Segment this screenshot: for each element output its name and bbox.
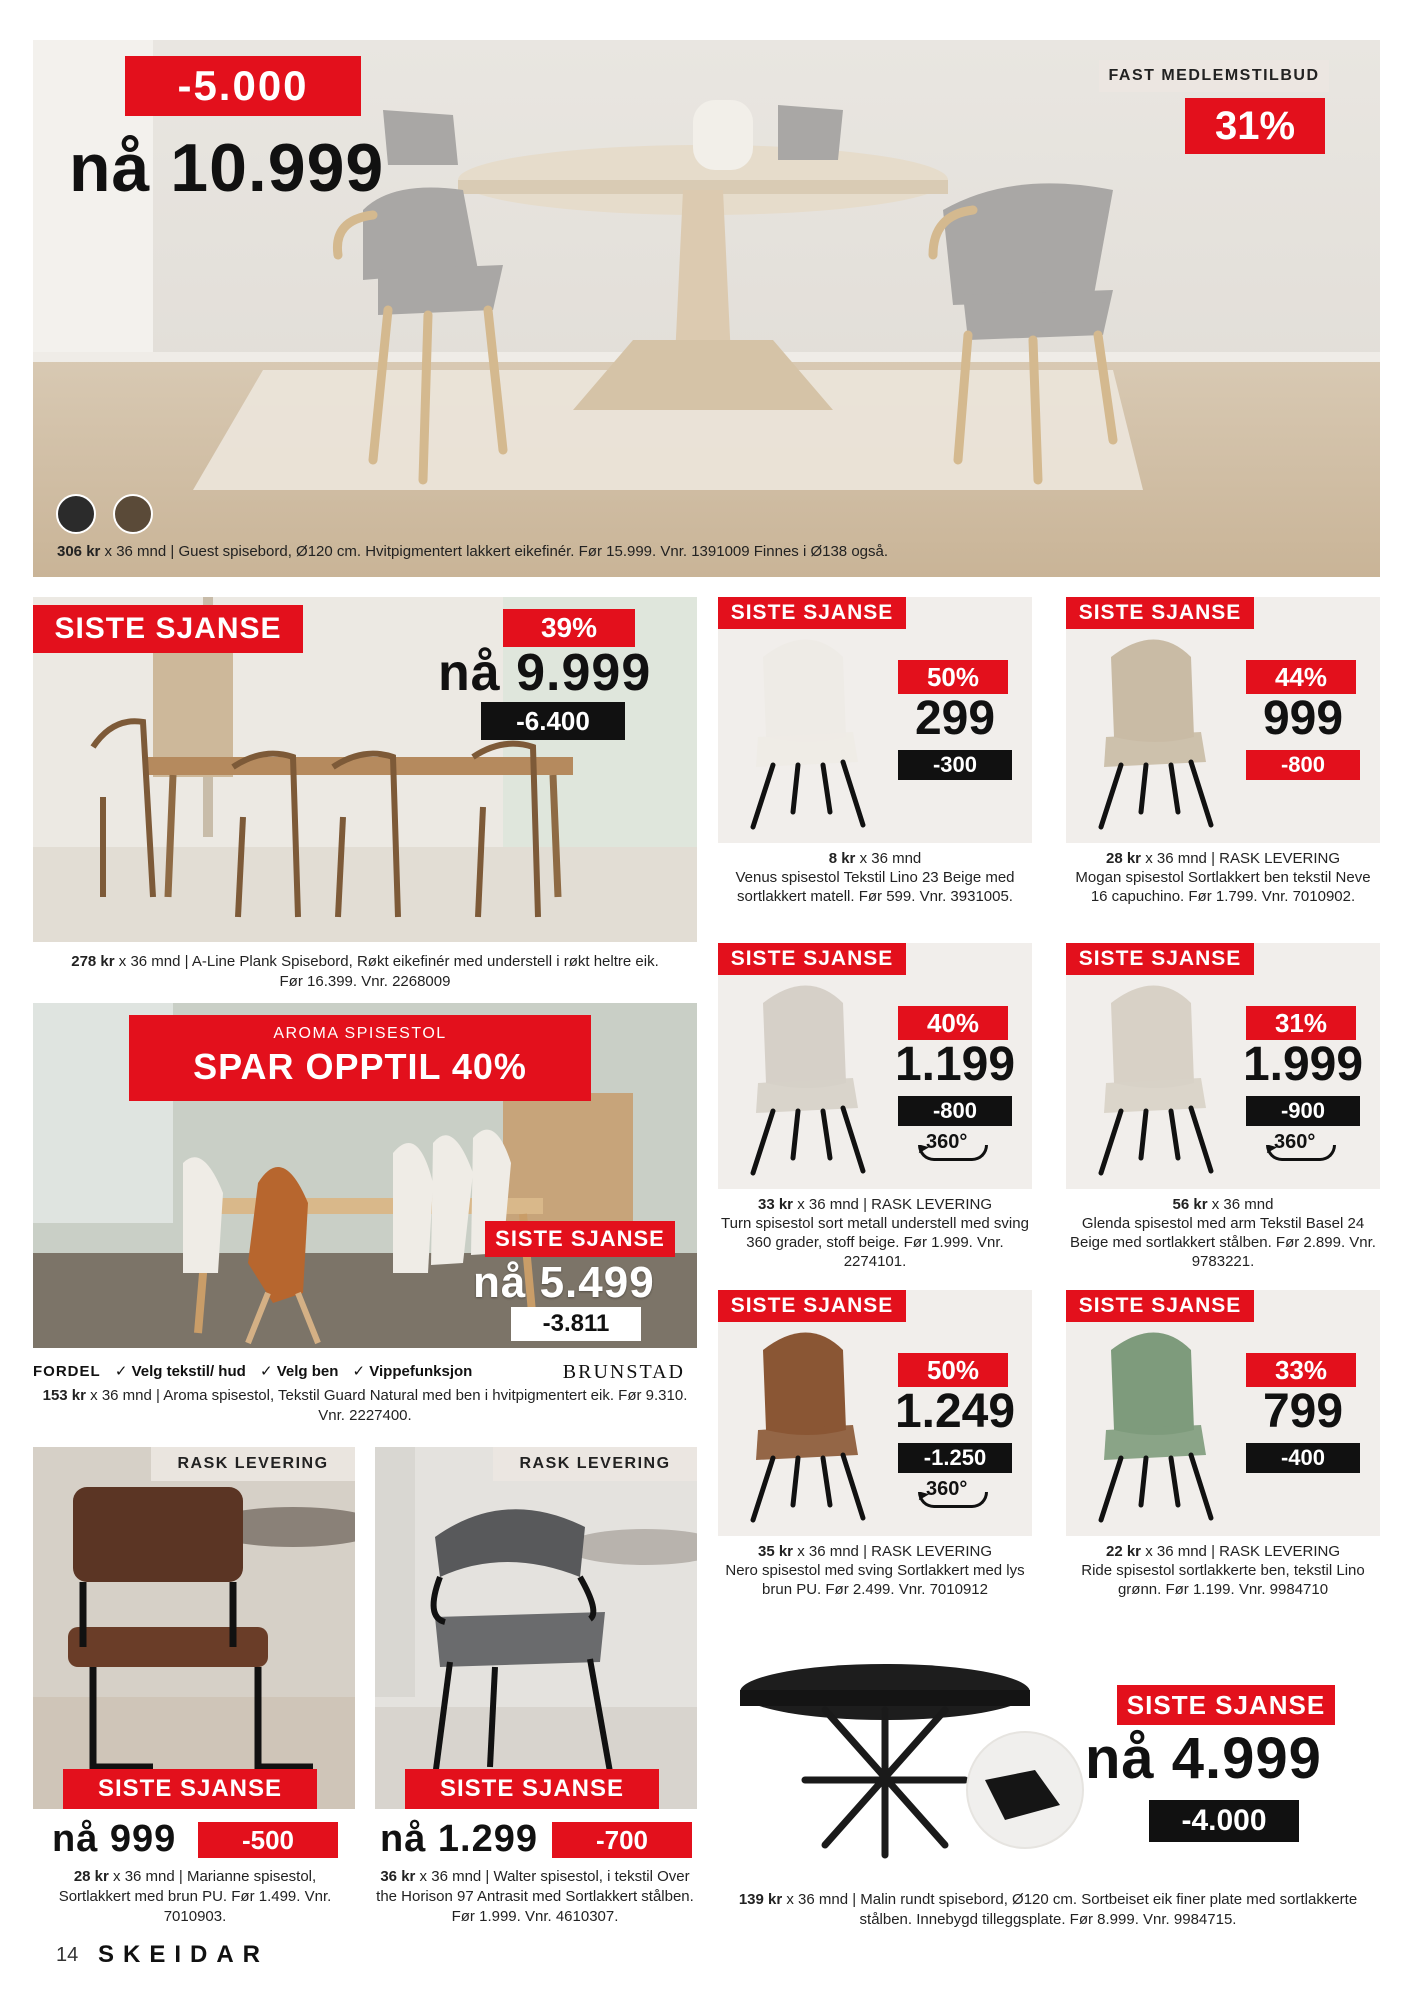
chair-discount: -1.250 (898, 1443, 1012, 1473)
aroma-title: SPAR OPPTIL 40% (193, 1046, 527, 1087)
marianne-delivery-tag: RASK LEVERING (151, 1447, 355, 1481)
rotate-360-label: 360° (926, 1478, 968, 1500)
aroma-feature-1: ✓ Velg tekstil/ hud (114, 1363, 246, 1380)
chair-caption-head: x 36 mnd | RASK LEVERING (1141, 1543, 1341, 1560)
chair-monthly: 56 kr (1172, 1196, 1208, 1213)
marianne-caption-text: x 36 mnd | Marianne spisestol, Sortlakkert med brun PU. Før 1.499. Vnr. 7010903. (58, 1868, 332, 1925)
hero-monthly: 306 kr (57, 543, 101, 560)
chair-caption-text: Venus spisestol Tekstil Lino 23 Beige med sortlakkert matell. Før 599. Vnr. 3931005. (735, 869, 1015, 905)
rotate-360-label: 360° (926, 1131, 968, 1153)
chair-caption-text: Glenda spisestol med arm Tekstil Basel 24 Beige med sortlakkert stålben. Før 2.899. Vnr. 9783221. (1070, 1215, 1376, 1270)
walter-discount: -700 (552, 1822, 692, 1858)
hero-caption (57, 542, 888, 562)
chair-card[interactable] (1066, 1290, 1380, 1536)
aline-tag: SISTE SJANSE (33, 605, 303, 653)
aline-percent: 39% (503, 609, 635, 647)
chair-card[interactable] (1066, 597, 1380, 843)
walter-monthly: 36 kr (380, 1868, 416, 1885)
chair-percent: 33% (1246, 1353, 1356, 1387)
aline-caption-text: x 36 mnd | A-Line Plank Spisebord, Røkt eikefinér med understell i røkt heltre eik. Før 16.399. Vnr. 2268009 (114, 953, 659, 990)
chair-price: 299 (914, 692, 996, 745)
walter-delivery-tag: RASK LEVERING (493, 1447, 697, 1481)
chair-card[interactable] (718, 597, 1032, 843)
aline-panel (33, 597, 697, 942)
aline-monthly: 278 kr (71, 953, 115, 970)
rotate-360-label: 360° (1274, 1131, 1316, 1153)
chair-tag: SISTE SJANSE (1066, 943, 1254, 975)
rotate-360-icon (926, 1131, 986, 1161)
marianne-monthly: 28 kr (73, 1868, 109, 1885)
chair-caption-text: Mogan spisestol Sortlakkert ben tekstil Neve 16 capuchino. Før 1.799. Vnr. 7010902. (1075, 869, 1371, 905)
chair-monthly: 22 kr (1105, 1543, 1142, 1560)
hero-discount-tag: -5.000 (125, 56, 361, 116)
chair-price: 999 (1262, 692, 1344, 745)
aline-caption (60, 952, 670, 992)
chair-caption-text: Turn spisestol sort metall understell med sving 360 grader, stoff beige. Før 1.999. Vnr. 2274101. (721, 1215, 1029, 1270)
chair-tag: SISTE SJANSE (718, 1290, 906, 1322)
hero-member-percent: 31% (1185, 98, 1325, 154)
hero-dining-image (33, 40, 1380, 577)
chair-percent: 40% (898, 1006, 1008, 1040)
page-number: 14 (56, 1944, 79, 1966)
chair-percent: 31% (1246, 1006, 1356, 1040)
chair-caption-text: Ride spisestol sortlakkerte ben, tekstil Lino grønn. Før 1.199. Vnr. 9984710 (1081, 1562, 1365, 1598)
aroma-feature-2: ✓ Velg ben (259, 1363, 339, 1380)
chair-price: 1.249 (894, 1385, 1016, 1438)
aroma-banner (129, 1015, 591, 1101)
chair-tag: SISTE SJANSE (718, 943, 906, 975)
aroma-discount: -3.811 (511, 1307, 641, 1341)
chair-price: 1.999 (1242, 1038, 1364, 1091)
chair-monthly: 28 kr (1105, 850, 1142, 867)
malin-monthly: 139 kr (738, 1891, 783, 1908)
walter-caption (368, 1867, 702, 1927)
chair-percent: 50% (898, 1353, 1008, 1387)
marianne-tag: SISTE SJANSE (63, 1769, 317, 1809)
chair-percent: 50% (898, 660, 1008, 694)
chair-caption-head: x 36 mnd | RASK LEVERING (1141, 850, 1341, 867)
aroma-features (33, 1360, 697, 1384)
hero-member-label: FAST MEDLEMSTILBUD (1099, 60, 1329, 92)
aroma-tag: SISTE SJANSE (485, 1221, 675, 1257)
hero-caption-text: x 36 mnd | Guest spisebord, Ø120 cm. Hvitpigmentert lakkert eikefinér. Før 15.999. Vnr. 1391009 Finnes i Ø138 også. (100, 543, 889, 560)
chair-card[interactable] (718, 943, 1032, 1189)
hero-panel (33, 40, 1380, 577)
aroma-monthly: 153 kr (42, 1387, 86, 1404)
aroma-caption-text: x 36 mnd | Aroma spisestol, Tekstil Guard Natural med ben i hvitpigmentert eik. Før 9.310. Vnr. 2227400. (85, 1387, 688, 1424)
chair-caption-head: x 36 mnd | RASK LEVERING (793, 1196, 993, 1213)
chair-caption (1068, 849, 1378, 906)
chair-caption-head: x 36 mnd (1207, 1196, 1274, 1213)
chair-discount: -900 (1246, 1096, 1360, 1126)
chair-card[interactable] (1066, 943, 1380, 1189)
chair-price: 799 (1262, 1385, 1344, 1438)
marianne-caption (40, 1867, 350, 1927)
aroma-feature-3: ✓ Vippefunksjon (352, 1363, 473, 1380)
chair-discount: -800 (1246, 750, 1360, 780)
aroma-subtitle: AROMA SPISESTOL (273, 1025, 447, 1042)
chair-discount: -300 (898, 750, 1012, 780)
swatch-black[interactable] (56, 494, 96, 534)
chair-card[interactable] (718, 1290, 1032, 1536)
swatch-brown[interactable] (113, 494, 153, 534)
chair-monthly: 8 kr (828, 850, 856, 867)
chair-caption-text: Nero spisestol med sving Sortlakkert med lys brun PU. Før 2.499. Vnr. 7010912 (725, 1562, 1025, 1598)
aroma-caption (33, 1386, 697, 1426)
rotate-360-icon (1274, 1131, 1334, 1161)
aline-price: nå 9.999 (438, 644, 652, 702)
skeidar-logo: SKEIDAR (98, 1941, 270, 1968)
chair-price: 1.199 (894, 1038, 1016, 1091)
chair-caption-head: x 36 mnd (855, 850, 922, 867)
chair-tag: SISTE SJANSE (1066, 1290, 1254, 1322)
chair-caption (1068, 1542, 1378, 1599)
chair-discount: -400 (1246, 1443, 1360, 1473)
aroma-panel (33, 1003, 697, 1348)
aroma-price: nå 5.499 (473, 1258, 655, 1307)
aroma-fordel: FORDEL (33, 1363, 101, 1380)
marianne-chair-image (33, 1447, 355, 1809)
chair-monthly: 35 kr (757, 1543, 794, 1560)
malin-caption-text: x 36 mnd | Malin rundt spisebord, Ø120 cm. Sortbeiset eik finer plate med sortlakkerte stålben. Innebygd tilleggsplate. Før 8.999. Vnr. 9984715. (782, 1891, 1358, 1928)
chair-tag: SISTE SJANSE (718, 597, 906, 629)
malin-discount: -4.000 (1149, 1800, 1299, 1842)
chair-caption-head: x 36 mnd | RASK LEVERING (793, 1543, 993, 1560)
hero-price: nå 10.999 (69, 130, 385, 206)
walter-tag: SISTE SJANSE (405, 1769, 659, 1809)
chair-caption (720, 1542, 1030, 1599)
walter-panel (375, 1447, 697, 1809)
rotate-360-icon (926, 1478, 986, 1508)
malin-caption (718, 1890, 1378, 1930)
chair-caption (720, 1195, 1030, 1271)
marianne-panel (33, 1447, 355, 1809)
chair-monthly: 33 kr (757, 1196, 794, 1213)
malin-price: nå 4.999 (1085, 1726, 1322, 1791)
chair-tag: SISTE SJANSE (1066, 597, 1254, 629)
marianne-discount: -500 (198, 1822, 338, 1858)
brunstad-logo: BRUNSTAD (562, 1361, 685, 1383)
chair-caption (720, 849, 1030, 906)
chair-percent: 44% (1246, 660, 1356, 694)
malin-tag: SISTE SJANSE (1117, 1685, 1335, 1725)
marianne-price: nå 999 (52, 1818, 177, 1860)
walter-caption-text: x 36 mnd | Walter spisestol, i tekstil Over the Horison 97 Antrasit med Sortlakkert stålben. Før 1.999. Vnr. 4610307. (376, 1868, 694, 1925)
chair-caption (1068, 1195, 1378, 1271)
malin-panel (715, 1630, 1380, 1880)
walter-price: nå 1.299 (380, 1818, 538, 1860)
walter-chair-image (375, 1447, 697, 1809)
chair-discount: -800 (898, 1096, 1012, 1126)
aline-discount: -6.400 (481, 702, 625, 740)
